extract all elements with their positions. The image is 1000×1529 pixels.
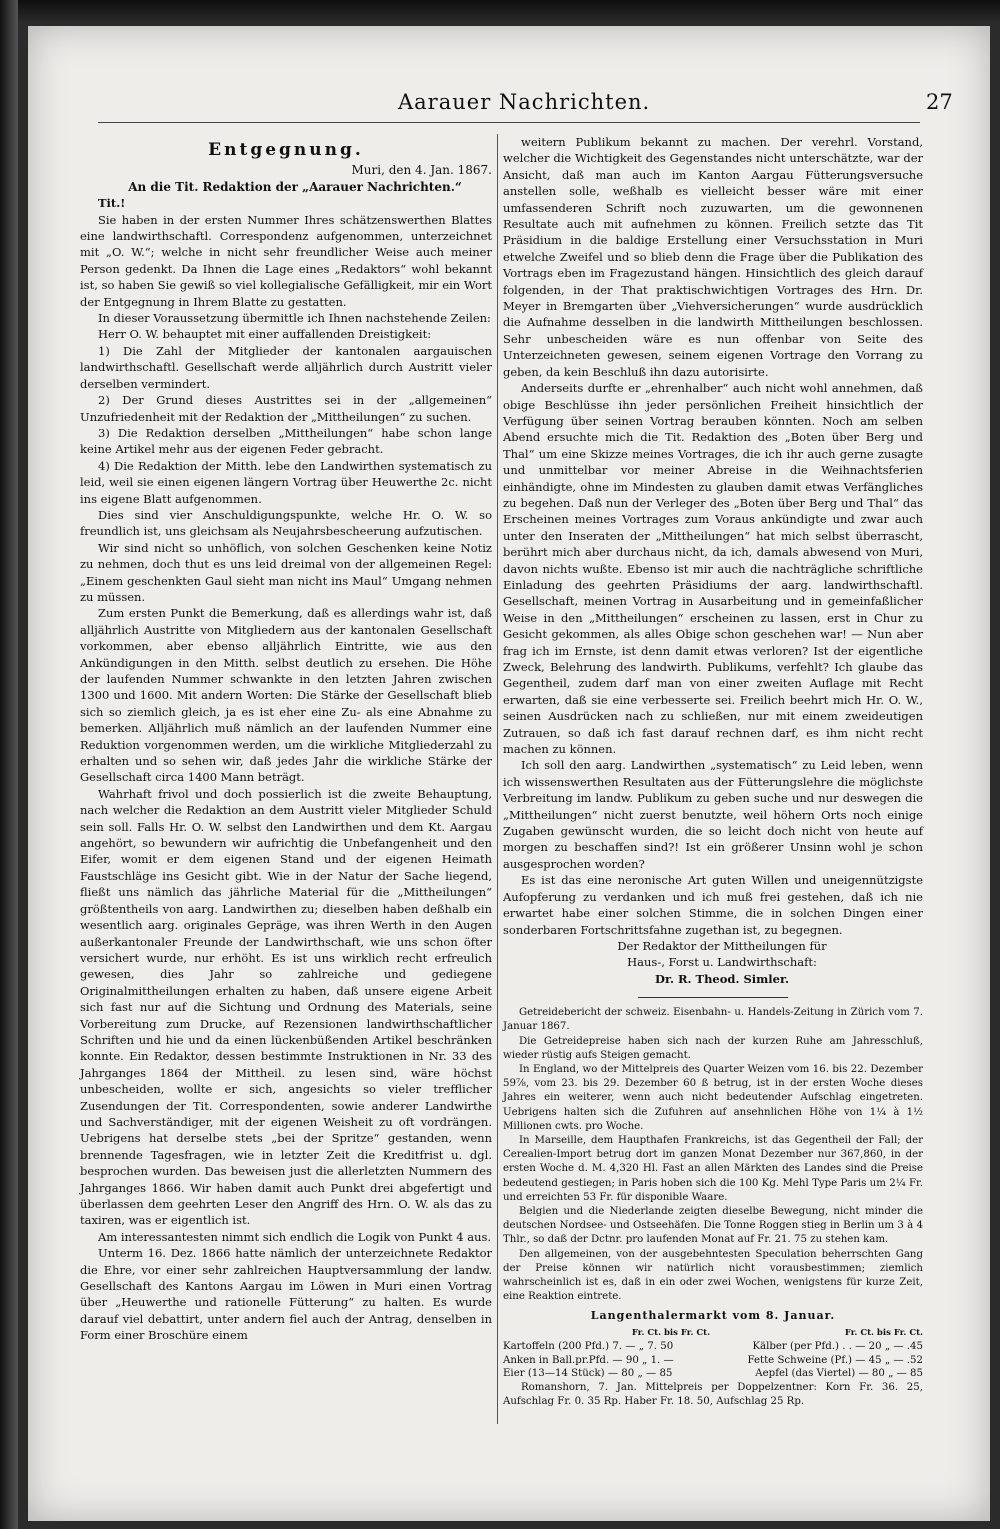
article-paragraph: 3) Die Redaktion derselben „Mittheilungen“ habe schon lange keine Artikel mehr aus der eigenen Feder gebracht.	[80, 425, 492, 457]
header-rule	[98, 122, 920, 123]
article-paragraph: Es ist das eine neronische Art guten Willen und uneigennützigste Aufopferung zu verdanken und ich muß frei gestehen, daß ich nie erwartet habe einer solchen Stimme, die in solchen Dingen einer sonderbaren Fortschrittsfahne zugethan ist, zu begegnen.	[503, 873, 923, 937]
scan-border-left	[0, 0, 18, 1529]
article-paragraph: Wahrhaft frivol und doch possierlich ist die zweite Behauptung, nach welcher die Redaktion an dem Austritt vieler Mitglieder Schuld sein soll. Falls Hr. O. W. selbst den Landwirthen und dem Kt. Aargau angehört, so bewundern wir aufrichtig die Unbefangenheit und den Eifer, womit er dem eigenen Stand und der eigenen Heimath Faustschläge ins Gesicht gibt. Wie in der Natur der Sache liegend, fließt uns nämlich das jährliche Material für die „Mittheilungen“ größtentheils von aarg. Landwirthen zu; dieselben haben deßhalb ein wesentlich aarg. originales Gepräge, was ihren Werth in den Augen außerkantonaler Freunde der Landwirthschaft, wie uns schon öfter versichert wurde, nur erhöht. Es ist uns wirklich recht erfreulich gewesen, dies Jahr so zahlreiche und gediegene Originalmittheilungen erhalten zu haben, daß unsere eigene Arbeit sich fast nur auf die Sichtung und Ordnung des Materials, seine Vorbereitung zum Drucke, auf Rezensionen landwirthschaftlicher Schriften und hie und da einen lückenbüßenden Artikel beschränken konnte. Ein Redaktor, dessen bestimmte Instruktionen in Nr. 33 des Jahrganges 1864 der Mittheil. zu lesen sind, wäre höchst unbescheiden, wollte er sich, angesichts so vieler trefflicher Zusendungen der Tit. Correspondenten, sowie anderer Landwirthe und Sachverständiger, mit der eigenen Weisheit zu oft vordrängen. Uebrigens hat derselbe stets „bei der Spritze“ gestanden, wenn brennende Tagesfragen, wie in letzter Zeit die Kreditfrist u. dgl. besprochen wurden. Das beweisen just die allerletzten Nummern des Jahrganges 1866. Wir haben damit auch Punkt drei abgefertigt und überlassen dem geehrten Leser den Angriff des Hrn. O. W. als das zu taxiren, was er eigentlich ist.	[80, 786, 492, 1228]
market-cell: Aepfel (das Viertel) — 80 „ — 85	[755, 1368, 923, 1380]
article-paragraph: Herr O. W. behauptet mit einer auffallenden Dreistigkeit:	[98, 327, 432, 342]
article-paragraph: Anderseits durfte er „ehrenhalber“ auch nicht wohl annehmen, daß obige Beschlüsse ihn jeder persönlichen Freiheit hinsichtlich der Verfügung über seinen Vortrag berauben könnten. Noch am selben Abend ersuchte mich die Tit. Redaktion des „Boten über Berg und Thal“ um eine Skizze meines Vortrages, die ich ihr auch gerne zusagte und unmittelbar vor meiner Abreise in die Weihnachtsferien einhändigte, ohne im Mindesten zu glauben damit etwas Verfängliches zu begehen. Daß nun der Verleger des „Boten über Berg und Thal“ das Erscheinen meines Vortrages zum Voraus ankündigte und zwar auch unter den Inseraten der „Mittheilungen“ hat mich selbst überrascht, berührt mich aber durchaus nicht, da ich, damals abwesend von Muri, davon nichts wußte. Ebenso ist mir auch die nachträgliche schriftliche Einladung des geehrten Präsidiums der aarg. landwirthschaftl. Gesellschaft, meinen Vortrag in Ausarbeitung und in gemeinfaßlicher Weise in den „Mittheilungen“ erscheinen zu lassen, erst in Chur zu Gesicht gekommen, als alles Obige schon geschehen war! — Nun aber frag ich im Ernste, ist denn damit etwas verloren? Ist der eigentliche Zweck, Belehrung des landwirth. Publikums, verfehlt? Ich glaube das Gegentheil, zudem darf man von einer zweiten Auflage mit Recht erwarten, daß sie eine verbesserte sei. Freilich beehrt mich Hr. O. W., seinen Ausdrücken nach zu schließen, nur mit einem zweideutigen Zutrauen, so daß ich fast darauf rechnen darf, es ihm nicht recht machen zu können.	[503, 381, 923, 757]
article-paragraph: Unterm 16. Dez. 1866 hatte nämlich der unterzeichnete Redaktor die Ehre, vor einer sehr zahlreichen Hauptversammlung der landw. Gesellschaft des Kantons Aargau im Löwen in Muri einen Vortrag über „Heuwerthe und rationelle Fütterung“ zu halten. Es wurde darauf viel debattirt, unter andern fiel auch der Antrag, denselben in Form einer Broschüre einem	[80, 1246, 492, 1343]
article-salutation: Tit.!	[98, 196, 126, 211]
market-row	[503, 1367, 923, 1381]
column-divider	[497, 134, 498, 1424]
page-number: 27	[926, 90, 953, 114]
market-title: Langenthalermarkt vom 8. Januar.	[590, 1309, 836, 1323]
article-paragraph: 1) Die Zahl der Mitglieder der kantonalen aargauischen landwirthschaftl. Gesellschaft werde alljährlich durch Austritt vieler derselben vermindert.	[80, 343, 492, 391]
market-header-row	[503, 1327, 923, 1341]
grain-report-paragraph: Belgien und die Niederlande zeigten dieselbe Bewegung, nicht minder die deutschen Nordsee- und Ostseehäfen. Die Tonne Roggen stieg in Berlin um 3 à 4 Thlr., so daß der Dctnr. pro laufenden Monat auf Fr. 21. 75 zu stehen kam.	[503, 1205, 923, 1246]
article-title: Entgegnung.	[208, 140, 364, 160]
grain-report-paragraph: Die Getreidepreise haben sich nach der kurzen Ruhe am Jahresschluß, wieder rüstig aufs Steigen gemacht.	[503, 1035, 923, 1061]
section-rule	[638, 997, 788, 998]
article-paragraph: 2) Der Grund dieses Austrittes sei in der „allgemeinen“ Unzufriedenheit mit der Redaktion der „Mittheilungen“ zu suchen.	[80, 393, 492, 424]
market-cell: Fette Schweine (Pf.) — 45 „ — .52	[747, 1354, 923, 1366]
grain-report-paragraph: Den allgemeinen, von der ausgebehntesten Speculation beherrschten Gang der Preise können wir natürlich nicht vorausbestimmen; ziemlich wahrscheinlich ist es, daß in ein oder zwei Wochen, wenigstens für kurze Zeit, eine Reaktion eintrete.	[503, 1248, 923, 1303]
scan-border-top	[0, 0, 1000, 22]
article-paragraph: Sie haben in der ersten Nummer Ihres schätzenswerthen Blattes eine landwirthschaftl. Correspondenz aufgenommen, unterzeichnet mit „O. W.“; welche in nicht sehr freundlicher Weise auch meiner Person gedenkt. Da Ihnen die Lage eines „Redaktors“ wohl bekannt ist, so haben Sie gewiß so viel kollegialische Gefälligkeit, mir ein Wort der Entgegnung in Ihrem Blatte zu gestatten.	[80, 212, 492, 309]
article-address: An die Tit. Redaktion der „Aarauer Nachrichten.“	[128, 179, 462, 194]
signature-line: Der Redaktor der Mittheilungen für	[617, 938, 827, 953]
market-cell: Anken in Ball.pr.Pfd. — 90 „ 1. —	[503, 1354, 674, 1366]
market-cell: Kälber (per Pfd.) . . — 20 „ — .45	[752, 1341, 923, 1353]
romanshorn-report: Romanshorn, 7. Jan. Mittelpreis per Doppelzentner: Korn Fr. 36. 25, Aufschlag Fr. 0. 35 Rp. Haber Fr. 18. 50, Aufschlag 25 Rp.	[503, 1381, 923, 1407]
signature-line: Haus-, Forst u. Landwirthschaft:	[627, 955, 817, 970]
grain-report	[503, 1006, 923, 1304]
article-paragraph: weitern Publikum bekannt zu machen. Der verehrl. Vorstand, welcher die Wichtigkeit des Gegenstandes nicht unterschätzte, war der Ansicht, daß man auch im Kanton Aargau Fütterungsversuche anstellen solle, weßhalb es vielleicht besser wäre mit einer umfassenderen Schrift noch zuzuwarten, um die gewonnenen Resultate auch mit aufnehmen zu können. Freilich setzte das Tit Präsidium in die baldige Erstellung einer Versuchsstation in Muri etwelche Zweifel und so blieb denn die Frage über die Publikation des Vortrags eben im Fragezustand hängen. Hinsichtlich des gleich darauf folgenden, in der That praktischwichtigen Vortrages des Hrn. Dr. Meyer in Bremgarten über „Viehversicherungen“ wurde ausdrücklich die Aufnahme desselben in die landwirth Mittheilungen beschlossen. Sehr unbescheiden wäre es nun offenbar von Seite des Unterzeichneten gewesen, seinem eigenen Vortrage den Vorrang zu geben, da kein Beschluß ihn dazu autorisirte.	[503, 135, 923, 379]
article-paragraph: Am interessantesten nimmt sich endlich die Logik von Punkt 4 aus.	[98, 1229, 492, 1244]
market-cell: Eier (13—14 Stück) — 80 „ — 85	[503, 1368, 673, 1380]
running-title: Aarauer Nachrichten.	[398, 90, 651, 114]
article-dateline: Muri, den 4. Jan. 1867.	[351, 163, 492, 178]
article-paragraph: In dieser Voraussetzung übermittle ich Ihnen nachstehende Zeilen:	[98, 311, 491, 326]
article-paragraph: Wir sind nicht so unhöflich, von solchen Geschenken keine Notiz zu nehmen, doch thut es uns leid dreimal von der allgemeinen Regel: „Einem geschenkten Gaul sieht man nicht ins Maul“ Umgang nehmen zu müssen.	[80, 540, 492, 604]
market-header-cell: Fr. Ct. bis Fr. Ct.	[844, 1327, 923, 1338]
market-row	[503, 1354, 923, 1368]
article-paragraph: 4) Die Redaktion der Mitth. lebe den Landwirthen systematisch zu leid, weil sie einen eigenen längern Vortrag über Heuwerthe 2c. nicht ins eigene Blatt aufgenommen.	[80, 458, 492, 506]
grain-report-paragraph: In England, wo der Mittelpreis des Quarter Weizen vom 16. bis 22. Dezember 59⅞, vom 23. bis 29. Dezember 60 ß betrug, ist in der ersten Woche dieses Jahres ein weiterer, wenn auch nicht bedeutender Aufschlag eingetreten. Uebrigens halten sich die Zufuhren auf ansehnlichen Höhe von 1¼ à 1½ Millionen cwts. pro Woche.	[503, 1063, 923, 1132]
left-column	[80, 134, 492, 1344]
grain-report-heading: Getreidebericht der schweiz. Eisenbahn- u. Handels-Zeitung in Zürich vom 7. Januar 1867.	[503, 1007, 923, 1033]
market-header-cell: Fr. Ct. bis Fr. Ct.	[631, 1327, 711, 1338]
signature-name: Dr. R. Theod. Simler.	[654, 971, 790, 986]
market-row	[503, 1340, 923, 1354]
market-cell: Kartoffeln (200 Pfd.) 7. — „ 7. 50	[503, 1341, 674, 1353]
market-table	[503, 1327, 923, 1381]
right-column	[503, 134, 923, 1409]
article-paragraph: Dies sind vier Anschuldigungspunkte, welche Hr. O. W. so freundlich ist, uns gleichsam als Neujahrsbescheerung aufzutischen.	[80, 507, 492, 539]
grain-report-paragraph: In Marseille, dem Haupthafen Frankreichs, ist das Gegentheil der Fall; der Cerealien-Import betrug dort im ganzen Monat Dezember nur 367,860, in der ersten Woche d. M. 4,320 Hl. Fast an allen Märkten des Landes sind die Preise bedeutend gestiegen; in Paris hoben sich die 100 Kg. Mehl Type Paris um 2¼ Fr. und erreichten 53 Fr. für disponible Waare.	[503, 1134, 923, 1203]
article-paragraph: Ich soll den aarg. Landwirthen „systematisch“ zu Leid leben, wenn ich wissenswerthen Resultaten aus der Fütterungslehre die möglichste Verbreitung im landw. Publikum zu geben suche und nur deswegen die „Mittheilungen“ nicht zuerst benutzte, weil höhern Orts noch einige Zugaben gewünscht wurden, die so leicht doch nicht von heute auf morgen zu beschaffen sind?! Ist ein größerer Unsinn wohl je schon ausgesprochen worden?	[503, 758, 923, 871]
article-paragraph: Zum ersten Punkt die Bemerkung, daß es allerdings wahr ist, daß alljährlich Austritte von Mitgliedern aus der kantonalen Gesellschaft vorkommen, aber ebenso alljährlich Eintritte, wie aus den Ankündigungen in den Mitth. selbst deutlich zu ersehen. Die Höhe der laufenden Nummer schwankte in den letzten Jahren zwischen 1300 und 1600. Mit andern Worten: Die Stärke der Gesellschaft blieb sich so ziemlich gleich, ja es ist eher eine Zu- als eine Abnahme zu bemerken. Alljährlich muß nämlich an der laufenden Nummer eine Reduktion vorgenommen werden, um die wirkliche Mitgliederzahl zu erhalten und so sehen wir, daß jedes Jahr die wirkliche Stärke der Gesellschaft circa 1400 Mann beträgt.	[80, 606, 492, 785]
newspaper-page	[28, 26, 990, 1521]
